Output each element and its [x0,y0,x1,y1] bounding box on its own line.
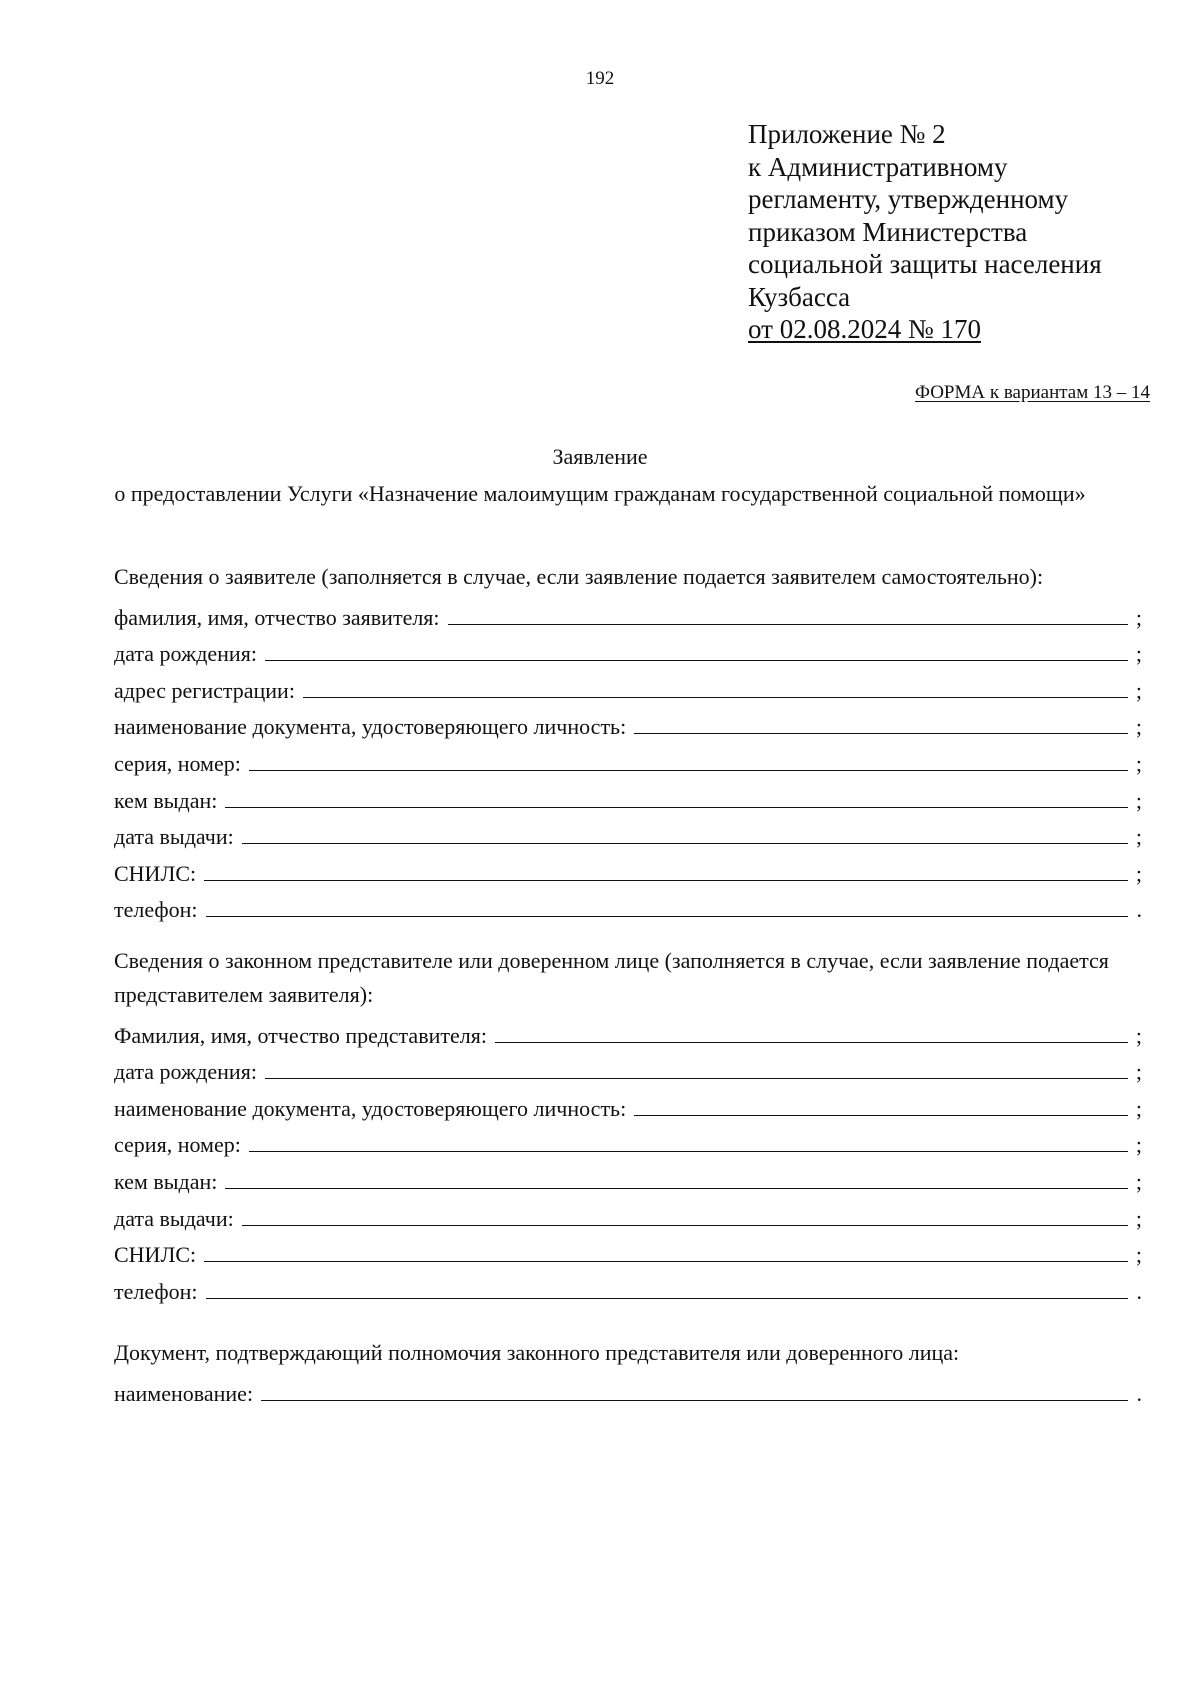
line-end-punctuation: . [1136,897,1142,923]
appendix-line: приказом Министерства [748,216,1028,247]
form-row [114,814,1142,851]
line-end-punctuation: ; [1135,1022,1142,1048]
issued-by-label: кем выдан: [114,787,218,813]
appendix-line: регламенту, утвержденному [748,184,1069,214]
issued-by-label: кем выдан: [114,1168,218,1194]
form-row [114,1195,1142,1232]
form-row [114,1012,1142,1049]
representative-section [114,944,1142,1305]
appendix-line: Кузбасса [748,281,851,312]
issue-date-field[interactable] [242,821,1128,844]
form-row [114,850,1142,887]
representative-name-label: Фамилия, имя, отчество представителя: [114,1022,487,1048]
appendix-line: к Административному [748,151,1008,182]
form-variant-label: ФОРМА к вариантам 13 – 14 [914,382,1150,403]
form-row [114,1085,1142,1122]
snils-label: СНИЛС: [114,860,197,886]
line-end-punctuation: ; [1135,860,1142,886]
snils-field[interactable] [204,858,1128,881]
applicant-name-field[interactable] [448,602,1128,625]
page-number: 192 [585,68,615,89]
phone-label: телефон: [114,897,198,923]
title-subtitle: о предоставлении Услуги «Назначение малоимущим гражданам государственной социальной помощи» [114,481,1086,506]
snils-label: СНИЛС: [114,1242,197,1268]
issued-by-field[interactable] [225,785,1128,808]
series-number-field[interactable] [249,748,1128,771]
title-word: Заявление [552,444,648,469]
registration-address-field[interactable] [303,675,1128,698]
applicant-section [114,560,1142,923]
id-document-name-field[interactable] [634,1093,1128,1116]
appendix-line: Приложение № 2 [748,119,946,149]
birth-date-field[interactable] [265,1056,1128,1079]
snils-field[interactable] [204,1239,1128,1262]
line-end-punctuation: ; [1135,604,1142,630]
phone-field[interactable] [206,894,1128,917]
series-number-label: серия, номер: [114,1132,241,1158]
form-row [114,777,1142,814]
issue-date-label: дата выдачи: [114,824,234,850]
section-heading: Сведения о законном представителе или доверенном лице (заполняется в случае, если заявление подается представителем заявителя): [114,948,1109,1007]
line-end-punctuation: ; [1135,1132,1142,1158]
line-end-punctuation: ; [1135,641,1142,667]
form-row [114,887,1142,924]
issued-by-field[interactable] [225,1166,1128,1189]
authority-document-section [114,1336,1142,1407]
issue-date-field[interactable] [242,1203,1128,1226]
line-end-punctuation: ; [1135,1168,1142,1194]
document-name-field[interactable] [261,1378,1128,1401]
line-end-punctuation: ; [1135,1205,1142,1231]
line-end-punctuation: ; [1135,1059,1142,1085]
form-row [114,667,1142,704]
id-document-name-label: наименование документа, удостоверяющего личность: [114,714,627,740]
form-row [114,1268,1142,1305]
line-end-punctuation: ; [1135,824,1142,850]
line-end-punctuation: ; [1135,787,1142,813]
appendix-line: социальной защиты населения [748,249,1102,279]
birth-date-field[interactable] [265,638,1128,661]
phone-field[interactable] [206,1276,1128,1299]
line-end-punctuation: ; [1135,750,1142,776]
id-document-name-field[interactable] [634,711,1128,734]
form-row [114,631,1142,668]
birth-date-label: дата рождения: [114,1059,257,1085]
applicant-name-label: фамилия, имя, отчество заявителя: [114,604,440,630]
line-end-punctuation: ; [1135,1095,1142,1121]
representative-name-field[interactable] [495,1020,1128,1043]
section-heading: Сведения о заявителе (заполняется в случае, если заявление подается заявителем самостоятельно): [114,564,1044,589]
form-row [114,594,1142,631]
registration-address-label: адрес регистрации: [114,677,295,703]
form-row [114,1122,1142,1159]
form-row [114,1370,1142,1407]
line-end-punctuation: . [1136,1278,1142,1304]
document-name-label: наименование: [114,1380,254,1406]
document-title [100,440,1100,511]
line-end-punctuation: . [1136,1380,1142,1406]
line-end-punctuation: ; [1135,677,1142,703]
id-document-name-label: наименование документа, удостоверяющего личность: [114,1095,627,1121]
appendix-block [748,118,1168,346]
form-row [114,704,1142,741]
order-reference: от 02.08.2024 № 170 [748,314,981,344]
series-number-label: серия, номер: [114,750,241,776]
form-row [114,740,1142,777]
issue-date-label: дата выдачи: [114,1205,234,1231]
line-end-punctuation: ; [1135,714,1142,740]
form-row [114,1049,1142,1086]
phone-label: телефон: [114,1278,198,1304]
form-row [114,1232,1142,1269]
section-heading: Документ, подтверждающий полномочия законного представителя или доверенного лица: [114,1340,960,1365]
line-end-punctuation: ; [1135,1242,1142,1268]
series-number-field[interactable] [249,1129,1128,1152]
form-row [114,1158,1142,1195]
birth-date-label: дата рождения: [114,641,257,667]
